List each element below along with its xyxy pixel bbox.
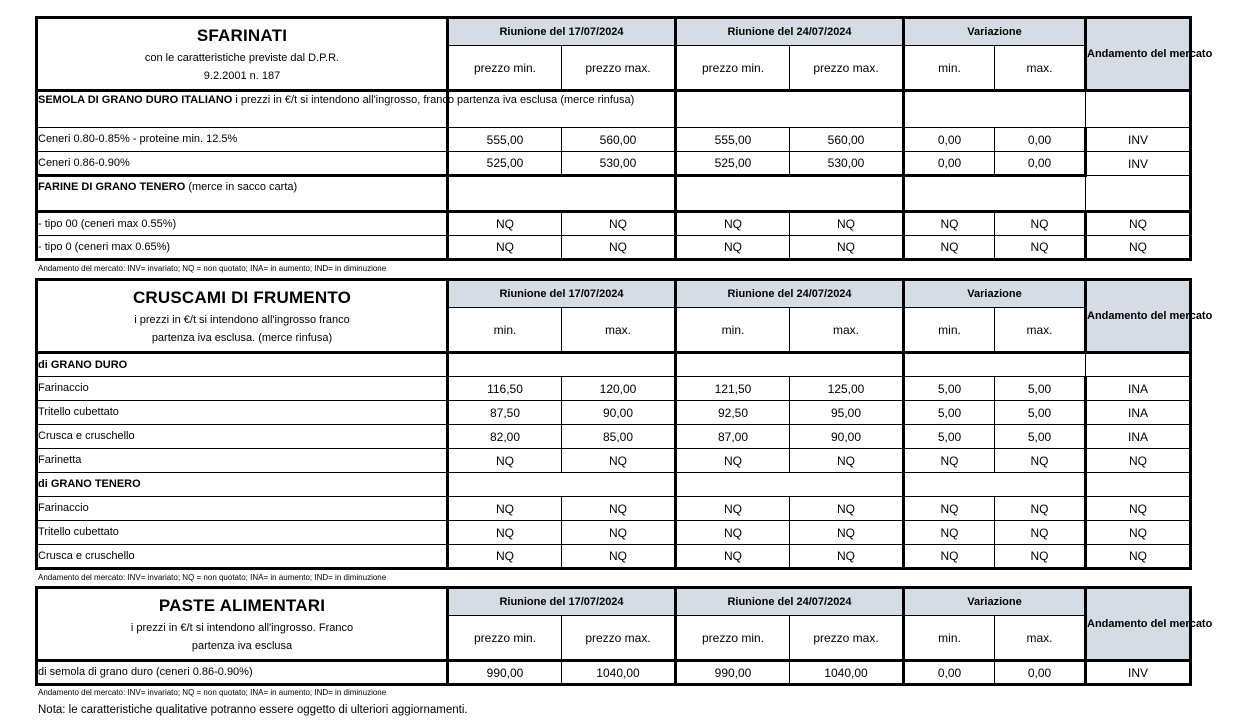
cruscami-title: CRUSCAMI DI FRUMENTO [132, 288, 352, 307]
table-row [37, 545, 1191, 569]
price-cell: NQ [676, 497, 790, 521]
variation-cell: 5,00 [995, 425, 1086, 449]
variation-header: Variazione [904, 280, 1086, 308]
meeting-2-header: Riunione del 24/07/2024 [676, 280, 904, 308]
trend-cell: INV [1086, 661, 1191, 685]
variation-cell: NQ [995, 497, 1086, 521]
price-cell: 116,50 [448, 377, 562, 401]
variation-cell: 5,00 [904, 425, 995, 449]
col-var-max: max. [995, 308, 1086, 353]
sfarinati-footnote: Andamento del mercato: INV= invariato; NQ = non quotato; INA= in aumento; IND= in diminuzione [38, 264, 387, 273]
row-label: Crusca e cruschello [37, 545, 448, 569]
variation-header: Variazione [904, 18, 1086, 46]
section-grano-duro: di GRANO DURO [37, 353, 448, 377]
table-row [37, 401, 1191, 425]
price-cell: 85,00 [562, 425, 676, 449]
variation-cell: 5,00 [904, 401, 995, 425]
price-cell: 990,00 [676, 661, 790, 685]
col-price-min: prezzo min. [448, 46, 562, 91]
row-label: Tritello cubettato [37, 521, 448, 545]
empty-cell [676, 353, 904, 377]
price-cell: 120,00 [562, 377, 676, 401]
price-cell: 560,00 [562, 128, 676, 152]
variation-cell: NQ [904, 521, 995, 545]
price-cell: NQ [676, 212, 790, 236]
variation-cell: 5,00 [904, 377, 995, 401]
col-price-max: prezzo max. [562, 46, 676, 91]
variation-cell: NQ [995, 212, 1086, 236]
col-max: max. [790, 308, 904, 353]
empty-cell [904, 91, 1086, 128]
empty-cell [448, 353, 676, 377]
variation-cell: NQ [904, 545, 995, 569]
meeting-2-header: Riunione del 24/07/2024 [676, 588, 904, 616]
row-label: Ceneri 0.80-0.85% - proteine min. 12.5% [37, 128, 448, 152]
variation-cell: NQ [995, 236, 1086, 260]
meeting-1-header: Riunione del 17/07/2024 [448, 280, 676, 308]
price-cell: NQ [562, 497, 676, 521]
cruscami-footnote: Andamento del mercato: INV= invariato; NQ = non quotato; INA= in aumento; IND= in diminuzione [38, 573, 387, 582]
price-cell: 530,00 [790, 152, 904, 176]
trend-cell: INA [1086, 425, 1191, 449]
meeting-1-header: Riunione del 17/07/2024 [448, 588, 676, 616]
price-cell: NQ [790, 521, 904, 545]
variation-cell: NQ [904, 449, 995, 473]
table-row [37, 661, 1191, 685]
col-var-min: min. [904, 308, 995, 353]
empty-cell [904, 473, 1086, 497]
empty-cell [448, 473, 676, 497]
empty-cell [1086, 353, 1191, 377]
row-label: Crusca e cruschello [37, 425, 448, 449]
cruscami-title-cell [37, 280, 448, 353]
table-row [37, 497, 1191, 521]
trend-cell: INV [1086, 152, 1191, 176]
empty-cell [1086, 91, 1191, 128]
variation-header: Variazione [904, 588, 1086, 616]
empty-cell [904, 353, 1086, 377]
variation-cell: NQ [995, 449, 1086, 473]
variation-cell: 0,00 [995, 152, 1086, 176]
variation-cell: 0,00 [995, 661, 1086, 685]
section-semola [37, 91, 635, 128]
empty-cell [904, 176, 1086, 212]
trend-cell: NQ [1086, 236, 1191, 260]
price-cell: 1040,00 [790, 661, 904, 685]
section-farine-text: (merce in sacco carta) [185, 181, 298, 193]
empty-cell [676, 176, 904, 212]
variation-cell: 5,00 [995, 377, 1086, 401]
market-trend-header: Andamento del mercato [1086, 588, 1191, 661]
section-semola-bold: SEMOLA DI GRANO DURO ITALIANO [38, 94, 233, 106]
price-cell: NQ [562, 449, 676, 473]
col-var-min: min. [904, 46, 995, 91]
row-label: Tritello cubettato [37, 401, 448, 425]
paste-title: PASTE ALIMENTARI [158, 596, 326, 615]
price-cell: NQ [448, 236, 562, 260]
price-cell: 90,00 [790, 425, 904, 449]
paste-footnote: Andamento del mercato: INV= invariato; NQ = non quotato; INA= in aumento; IND= in diminuzione [38, 688, 387, 697]
price-cell: 125,00 [790, 377, 904, 401]
variation-cell: NQ [904, 497, 995, 521]
variation-cell: NQ [995, 545, 1086, 569]
table-row [37, 128, 1191, 152]
price-cell: 82,00 [448, 425, 562, 449]
trend-cell: INA [1086, 401, 1191, 425]
row-label: Farinaccio [37, 377, 448, 401]
price-cell: 525,00 [676, 152, 790, 176]
price-cell: NQ [676, 449, 790, 473]
variation-cell: NQ [904, 236, 995, 260]
col-var-max: max. [995, 616, 1086, 661]
price-cell: NQ [562, 236, 676, 260]
col-price-max: prezzo max. [562, 616, 676, 661]
price-cell: 90,00 [562, 401, 676, 425]
sfarinati-title: SFARINATI [196, 26, 288, 45]
sfarinati-subtitle-2: 9.2.2001 n. 187 [203, 70, 281, 82]
col-min: min. [448, 308, 562, 353]
price-cell: NQ [562, 212, 676, 236]
price-cell: NQ [562, 545, 676, 569]
variation-cell: NQ [904, 212, 995, 236]
price-cell: NQ [448, 449, 562, 473]
price-cell: NQ [790, 497, 904, 521]
price-cell: NQ [676, 545, 790, 569]
paste-subtitle-2: partenza iva esclusa [191, 640, 293, 652]
market-trend-header: Andamento del mercato [1086, 280, 1191, 353]
cruscami-subtitle-2: partenza iva esclusa. (merce rinfusa) [151, 332, 333, 344]
variation-cell: 0,00 [904, 152, 995, 176]
trend-cell: INV [1086, 128, 1191, 152]
trend-cell: NQ [1086, 449, 1191, 473]
table-row [37, 425, 1191, 449]
price-cell: 560,00 [790, 128, 904, 152]
table-row [37, 152, 1191, 176]
price-cell: 92,50 [676, 401, 790, 425]
market-trend-header: Andamento del mercato [1086, 18, 1191, 91]
trend-cell: NQ [1086, 521, 1191, 545]
empty-cell [676, 91, 904, 128]
price-cell: NQ [790, 212, 904, 236]
variation-cell: 5,00 [995, 401, 1086, 425]
price-cell: 555,00 [676, 128, 790, 152]
col-price-min: prezzo min. [676, 46, 790, 91]
variation-cell: 0,00 [995, 128, 1086, 152]
trend-cell: NQ [1086, 497, 1191, 521]
variation-cell: 0,00 [904, 128, 995, 152]
table-row [37, 236, 1191, 260]
price-cell: NQ [448, 497, 562, 521]
price-cell: NQ [448, 521, 562, 545]
sfarinati-title-cell [37, 18, 448, 91]
meeting-1-header: Riunione del 17/07/2024 [448, 18, 676, 46]
cruscami-table [35, 278, 1213, 570]
trend-cell: NQ [1086, 212, 1191, 236]
note-text: Nota: le caratteristiche qualitative potranno essere oggetto di ulteriori aggiornamenti. [38, 704, 468, 716]
row-label: - tipo 0 (ceneri max 0.65%) [37, 236, 448, 260]
col-min: min. [676, 308, 790, 353]
row-label: Ceneri 0.86-0.90% [37, 152, 448, 176]
row-label: Farinaccio [37, 497, 448, 521]
table-row [37, 212, 1191, 236]
section-farine-bold: FARINE DI GRANO TENERO [38, 181, 186, 193]
paste-table [35, 586, 1213, 686]
col-var-min: min. [904, 616, 995, 661]
sfarinati-table [35, 16, 1213, 261]
sfarinati-subtitle-1: con le caratteristiche previste dal D.P.R. [144, 52, 340, 64]
price-cell: 95,00 [790, 401, 904, 425]
trend-cell: NQ [1086, 545, 1191, 569]
section-semola-text: i prezzi in €/t si intendono all'ingrosso, franco partenza iva esclusa (merce rinfusa) [232, 94, 635, 106]
section-farine [37, 176, 448, 212]
price-cell: NQ [562, 521, 676, 545]
section-grano-tenero: di GRANO TENERO [37, 473, 448, 497]
price-cell: NQ [790, 236, 904, 260]
empty-cell [1086, 473, 1191, 497]
variation-cell: 0,00 [904, 661, 995, 685]
table-row [37, 521, 1191, 545]
trend-cell: INA [1086, 377, 1191, 401]
paste-title-cell [37, 588, 448, 661]
col-price-min: prezzo min. [676, 616, 790, 661]
empty-cell [1086, 176, 1191, 212]
table-row [37, 377, 1191, 401]
row-label: - tipo 00 (ceneri max 0.55%) [37, 212, 448, 236]
price-cell: NQ [790, 545, 904, 569]
row-label: di semola di grano duro (ceneri 0.86-0.90%) [37, 661, 448, 685]
empty-cell [448, 176, 676, 212]
price-cell: 555,00 [448, 128, 562, 152]
paste-subtitle-1: i prezzi in €/t si intendono all'ingrosso. Franco [130, 622, 354, 634]
price-cell: 530,00 [562, 152, 676, 176]
row-label: Farinetta [37, 449, 448, 473]
price-cell: 87,00 [676, 425, 790, 449]
price-cell: NQ [790, 449, 904, 473]
col-price-max: prezzo max. [790, 46, 904, 91]
price-cell: NQ [448, 212, 562, 236]
cruscami-subtitle-1: i prezzi in €/t si intendono all'ingrosso franco [134, 314, 350, 326]
price-cell: 87,50 [448, 401, 562, 425]
price-cell: NQ [448, 545, 562, 569]
price-cell: 1040,00 [562, 661, 676, 685]
empty-cell [676, 473, 904, 497]
col-price-max: prezzo max. [790, 616, 904, 661]
price-cell: 525,00 [448, 152, 562, 176]
price-cell: 121,50 [676, 377, 790, 401]
variation-cell: NQ [995, 521, 1086, 545]
col-price-min: prezzo min. [448, 616, 562, 661]
price-cell: NQ [676, 521, 790, 545]
meeting-2-header: Riunione del 24/07/2024 [676, 18, 904, 46]
table-row [37, 449, 1191, 473]
col-max: max. [562, 308, 676, 353]
price-cell: 990,00 [448, 661, 562, 685]
col-var-max: max. [995, 46, 1086, 91]
price-cell: NQ [676, 236, 790, 260]
